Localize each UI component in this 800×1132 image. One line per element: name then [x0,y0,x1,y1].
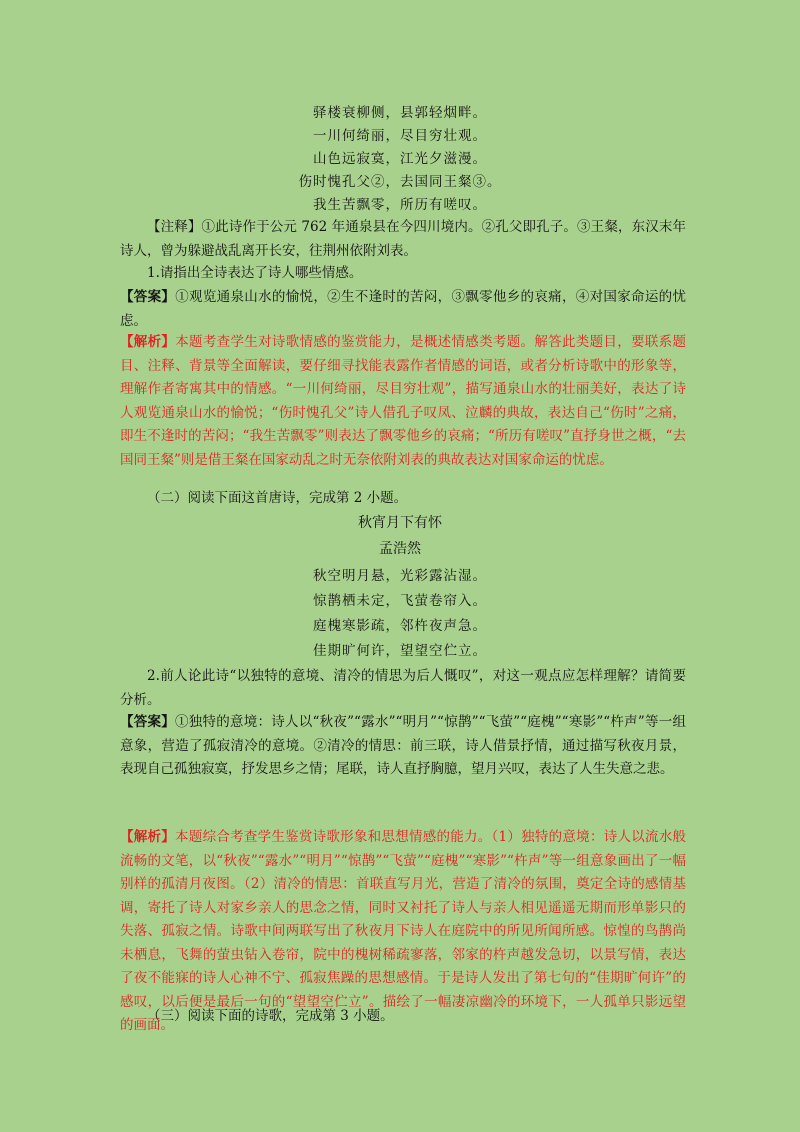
answer-2 [120,711,686,782]
question-2: 2.前人论此诗“以独特的意境、清冷的情思为后人慨叹”，对这一观点应怎样理解？请简要分析。 [120,668,686,708]
section-2-intro: （二）阅读下面这首唐诗，完成第 2 小题。 [147,490,408,506]
poem2-line-1: 秋空明月悬，光彩露沾湿。 [313,568,487,584]
poem2-line-4: 佳期旷何许，望望空伫立。 [313,643,487,659]
poem2-line-3: 庭槐寒影疏，邻杵夜声急。 [313,618,487,634]
analysis-1-text: 本题考查学生对诗歌情感的鉴赏能力，是概述情感类考题。解答此类题目，要联系题目、注释、背景等全面解读，要仔细寻找能表露作者情感的词语，或者分析诗歌中的形象等，理解作者寄寓其中的情感。“一川何绮丽，尽目穷壮观”，描写通泉山水的壮丽美好，表达了诗人观览通泉山水的愉悦；“伤时愧孔父”诗人借孔子叹凤、泣麟的典故，表达自己“伤时”之痛，即生不逢时的苦闷；“我生苦飘零”则表达了飘零他乡的哀痛；“所历有嗟叹”直抒身世之概，“去国同王粲”则是借王粲在国家动乱之时无奈依附刘表的典故表达对国家命运的忧虑。 [120,334,686,468]
analysis-2-label: 【解析】 [120,829,176,845]
answer-1 [120,286,686,333]
answer-1-label: 【答案】 [120,289,176,305]
notes-label: 【注释】 [147,219,202,235]
section-3-intro: （三）阅读下面的诗歌，完成第 3 小题。 [147,1008,394,1024]
analysis-1 [120,331,686,472]
answer-2-label: 【答案】 [120,714,175,730]
analysis-2-text: 本题综合考查学生鉴赏诗歌形象和思想情感的能力。（1）独特的意境：诗人以流水般流畅的文笔，以“秋夜”“露水”“明月”“惊鹊”“飞萤”“庭槐”“寒影”“杵声”等一组意象画出了一幅别样的孤清月夜图。（2）清冷的情思：首联直写月光，营造了清冷的氛围，奠定全诗的感情基调，寄托了诗人对家乡亲人的思念之情，同时又衬托了诗人与亲人相见遥遥无期而形单影只的失落、孤寂之情。诗歌中间两联写出了秋夜月下诗人在庭院中的所见所闻所感。惊惶的鸟鹊尚未栖息，飞舞的萤虫钻入卷帘，院中的槐树稀疏寥落，邻家的杵声越发急切，以景写情，表达了夜不能寐的诗人心神不宁、孤寂焦躁的思想感情。于是诗人发出了第七句的“佳期旷何许”的感叹，以后便是最后一句的“望望空伫立”。描绘了一幅凄凉幽冷的环境下，一人孤单只影远望的画面。 [120,829,687,1033]
poem2-title: 秋宵月下有怀 [358,515,442,531]
notes-paragraph [120,216,686,263]
poem1-line-3: 山色远寂寞，江光夕滋漫。 [313,151,487,167]
poem1-line-4: 伤时愧孔父②，去国同王粲③。 [298,174,502,190]
analysis-1-label: 【解析】 [120,334,176,350]
answer-1-text: ①观览通泉山水的愉悦，②生不逢时的苦闷，③飘零他乡的哀痛，④对国家命运的忧虑。 [120,289,686,329]
poem1-line-1: 驿楼衰柳侧，县郭轻烟畔。 [313,105,487,121]
question-1: 1.请指出全诗表达了诗人哪些情感。 [147,265,363,281]
poem1-line-5: 我生苦飘零，所历有嗟叹。 [313,197,487,213]
notes-text: ①此诗作于公元 762 年通泉县在今四川境内。②孔父即孔子。③王粲，东汉末年诗人，曾为躲避战乱离开长安，往荆州依附刘表。 [120,219,686,259]
poem1-line-2: 一川何绮丽，尽目穷壮观。 [313,128,487,144]
poem2-author: 孟浩然 [379,541,421,557]
poem2-line-2: 惊鹊栖未定，飞萤卷帘入。 [313,593,487,609]
answer-2-text: ①独特的意境：诗人以“秋夜”“露水”“明月”“惊鹊”“飞萤”“庭槐”“寒影”“杵声”等一组意象，营造了孤寂清冷的意境。②清冷的情思：前三联，诗人借景抒情，通过描写秋夜月景，表现自己孤独寂寞，抒发思乡之情；尾联，诗人直抒胸臆，望月兴叹，表达了人生失意之悲。 [120,714,686,777]
